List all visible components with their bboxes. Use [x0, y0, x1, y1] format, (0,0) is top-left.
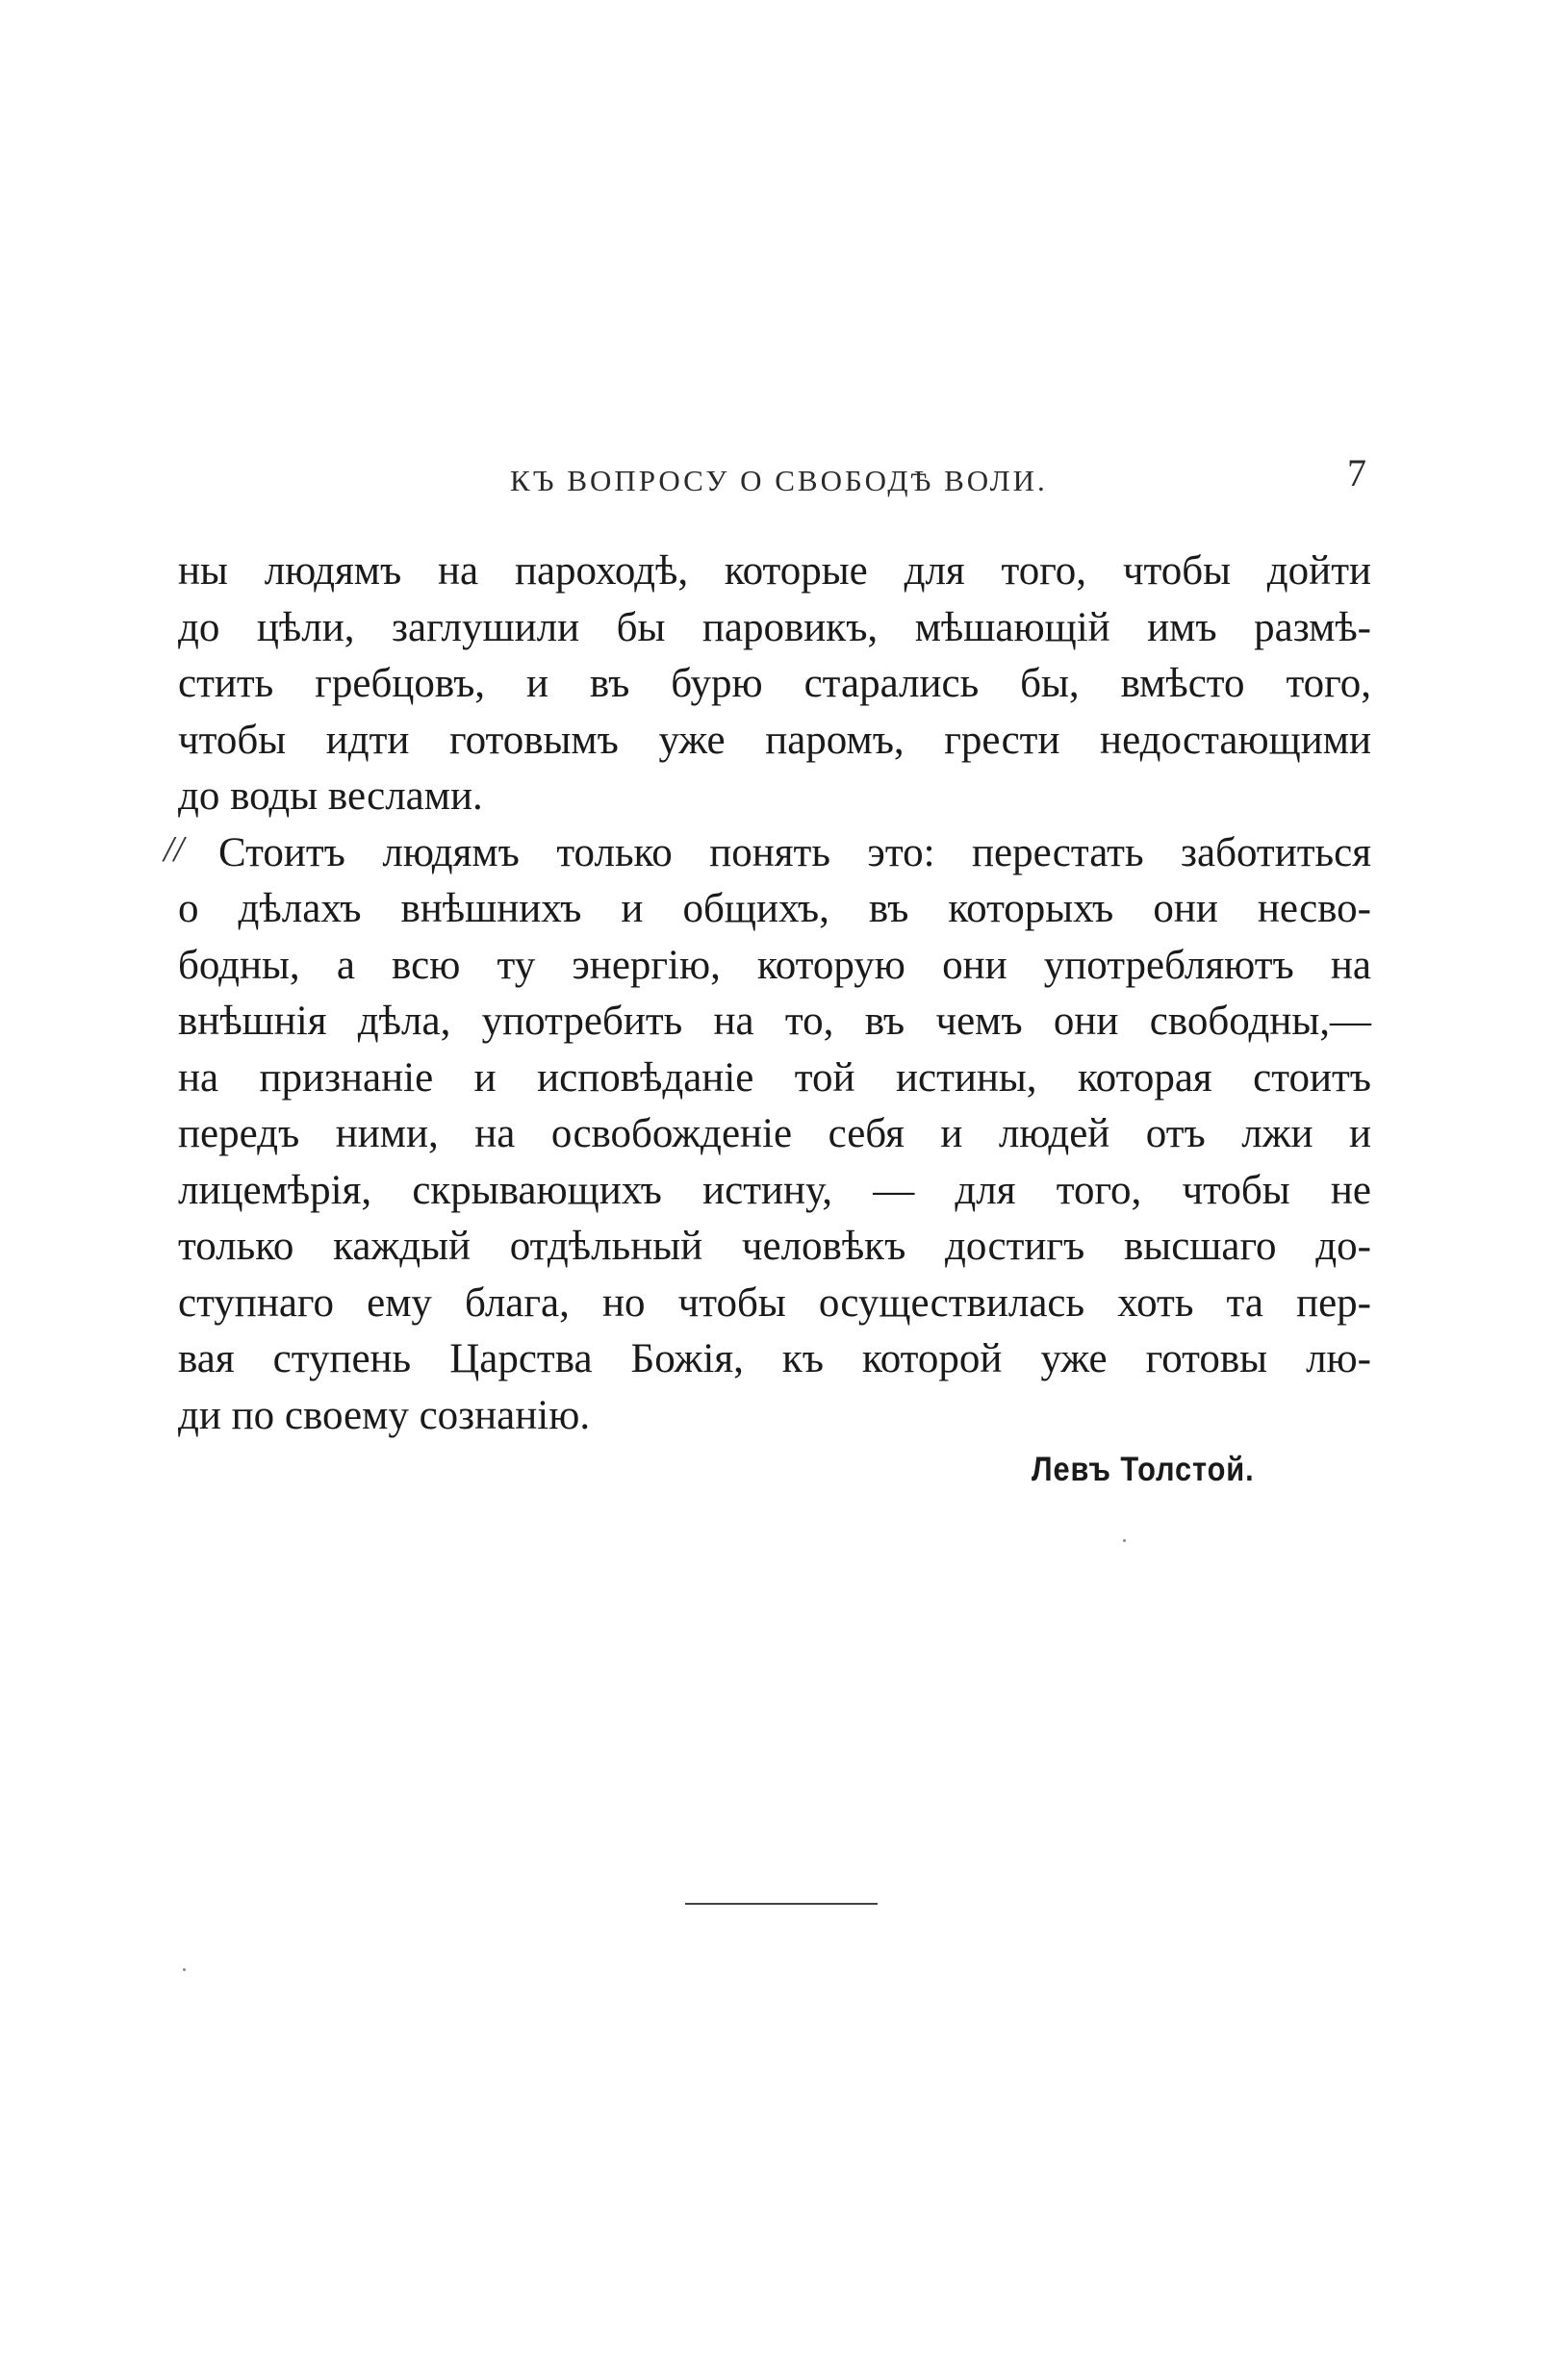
- text-line-content: Стоитъ людямъ только понять это: перестать заботиться: [218, 829, 1371, 875]
- text-line: ди по своему сознанію.: [178, 1392, 591, 1438]
- text-line-paragraph-start: [164, 825, 1371, 882]
- body-text: [164, 544, 1371, 1444]
- text-line: на признаніе и исповѣданіе той истины, которая стоитъ: [178, 1054, 1371, 1101]
- text-line: до воды веслами.: [178, 773, 483, 819]
- text-line: чтобы идти готовымъ уже паромъ, грести недостающими: [178, 717, 1371, 763]
- text-line: до цѣли, заглушили бы паровикъ, мѣшающій имъ размѣ-: [178, 604, 1371, 650]
- author-signature: Левъ Толстой.: [1032, 1451, 1255, 1488]
- paper-speck: [1123, 1539, 1126, 1542]
- text-line: передъ ними, на освобожденіе себя и людей отъ лжи и: [178, 1111, 1371, 1156]
- running-title: КЪ ВОПРОСУ О СВОБОДѢ ВОЛИ.: [510, 464, 1048, 497]
- text-line: внѣшнія дѣла, употребить на то, въ чемъ они свободны,—: [178, 999, 1371, 1044]
- text-line: бодны, а всю ту энергію, которую они употребляютъ на: [178, 942, 1371, 988]
- page-number: 7: [1347, 451, 1366, 494]
- text-line: вая ступень Царства Божія, къ которой уже готовы лю-: [178, 1336, 1371, 1381]
- paper-speck: [183, 1968, 186, 1971]
- text-line: о дѣлахъ внѣшнихъ и общихъ, въ которыхъ они несво-: [178, 886, 1371, 931]
- text-line: ны людямъ на пароходѣ, которые для того, чтобы дойти: [178, 548, 1371, 594]
- text-line: ступнаго ему блага, но чтобы осуществилась хоть та пер-: [178, 1279, 1371, 1326]
- end-rule: [685, 1903, 878, 1905]
- text-line: стить гребцовъ, и въ бурю старались бы, вмѣсто того,: [178, 661, 1371, 706]
- text-line: лицемѣрія, скрывающихъ истину, — для того, чтобы не: [178, 1167, 1371, 1213]
- text-line: только каждый отдѣльный человѣкъ достигъ высшаго до-: [178, 1224, 1371, 1269]
- paragraph-mark: //: [164, 828, 185, 870]
